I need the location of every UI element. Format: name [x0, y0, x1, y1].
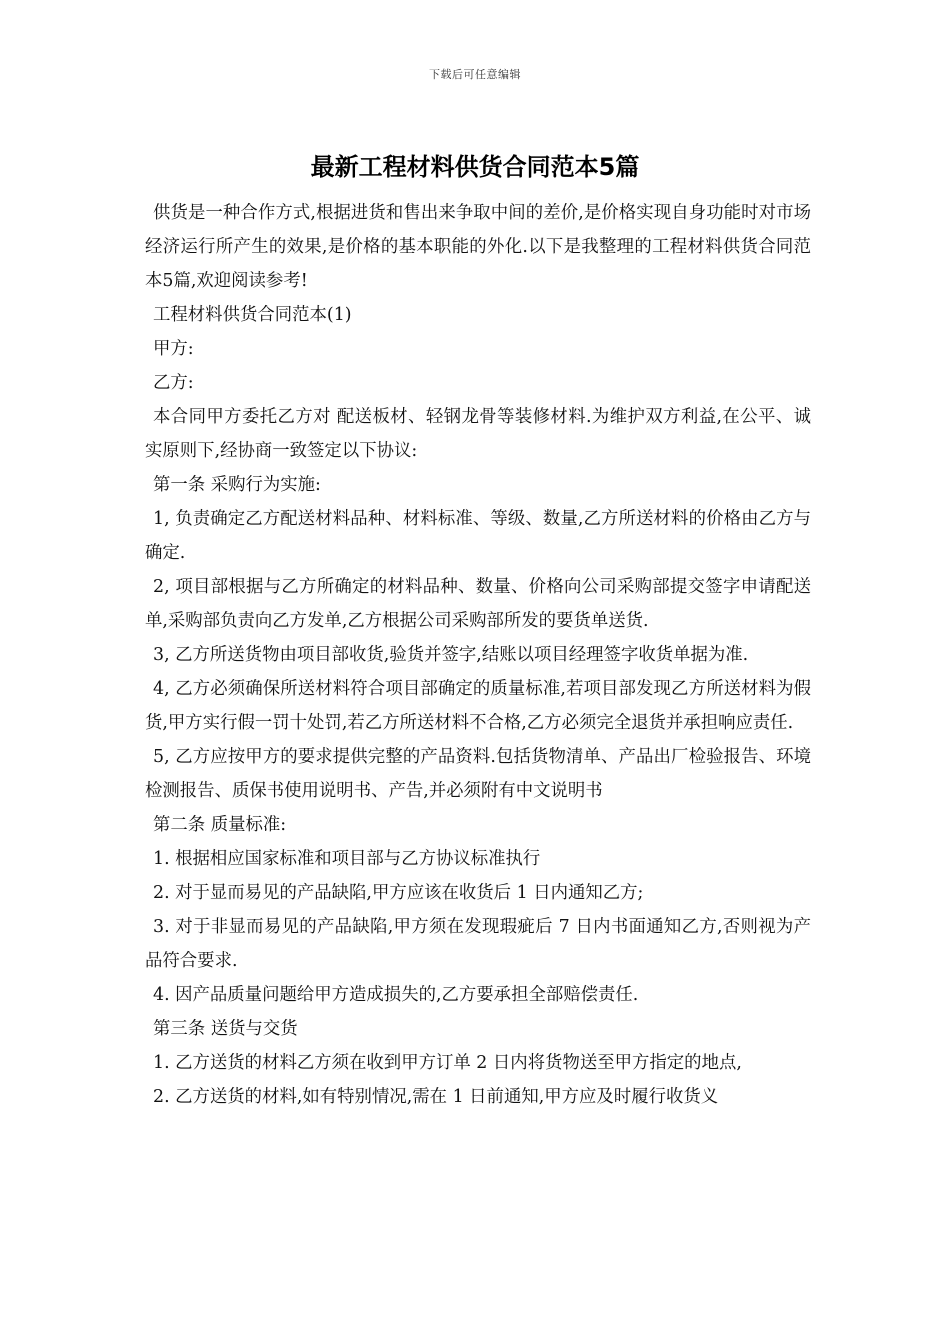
article-2-item-1: 1. 根据相应国家标准和项目部与乙方协议标准执行 — [153, 849, 541, 869]
article-2-item-3: 3. 对于非显而易见的产品缺陷,甲方须在发现瑕疵后 7 日内书面通知乙方,否则视为产品符合要求. — [145, 917, 811, 971]
party-b-line: 乙方: — [153, 373, 194, 393]
article-3-heading: 第三条 送货与交货 — [153, 1019, 298, 1039]
article-1-item-5: 5, 乙方应按甲方的要求提供完整的产品资料.包括货物清单、产品出厂检验报告、环境检测报告、质保书使用说明书、产告,并必须附有中文说明书 — [145, 747, 811, 801]
document-body — [145, 196, 811, 1114]
party-a-line: 甲方: — [153, 339, 194, 359]
article-1-item-1: 1, 负责确定乙方配送材料品种、材料标准、等级、数量,乙方所送材料的价格由乙方与 确定. — [145, 509, 811, 563]
article-1-heading: 第一条 采购行为实施: — [153, 475, 321, 495]
article-3-item-1: 1. 乙方送货的材料乙方须在收到甲方订单 2 日内将货物送至甲方指定的地点, — [153, 1053, 742, 1073]
header-note: 下载后可任意编辑 — [429, 68, 521, 81]
article-1-item-4: 4, 乙方必须确保所送材料符合项目部确定的质量标准,若项目部发现乙方所送材料为假货,甲方实行假一罚十处罚,若乙方所送材料不合格,乙方必须完全退货并承担响应责任. — [145, 679, 811, 733]
article-1-item-2: 2, 项目部根据与乙方所确定的材料品种、数量、价格向公司采购部提交签字申请配送单,采购部负责向乙方发单,乙方根据公司采购部所发的要货单送货. — [145, 577, 811, 631]
document-title: 最新工程材料供货合同范本5篇 — [310, 153, 640, 181]
intro-paragraph: 供货是一种合作方式,根据进货和售出来争取中间的差价,是价格实现自身功能时对市场经济运行所产生的效果,是价格的基本职能的外化.以下是我整理的工程材料供货合同范本5篇,欢迎阅读参考! — [145, 203, 811, 291]
preamble-paragraph: 本合同甲方委托乙方对 配送板材、轻钢龙骨等装修材料.为维护双方利益,在公平、诚实原则下,经协商一致签定以下协议: — [145, 407, 811, 461]
article-2-item-2: 2. 对于显而易见的产品缺陷,甲方应该在收货后 1 日内通知乙方; — [153, 883, 644, 903]
article-3-item-2: 2. 乙方送货的材料,如有特别情况,需在 1 日前通知,甲方应及时履行收货义 — [153, 1087, 719, 1107]
article-1-item-3: 3, 乙方所送货物由项目部收货,验货并签字,结账以项目经理签字收货单据为准. — [153, 645, 749, 665]
contract-heading: 工程材料供货合同范本(1) — [153, 305, 352, 325]
article-2-heading: 第二条 质量标准: — [153, 815, 287, 835]
article-2-item-4: 4. 因产品质量问题给甲方造成损失的,乙方要承担全部赔偿责任. — [153, 985, 639, 1005]
